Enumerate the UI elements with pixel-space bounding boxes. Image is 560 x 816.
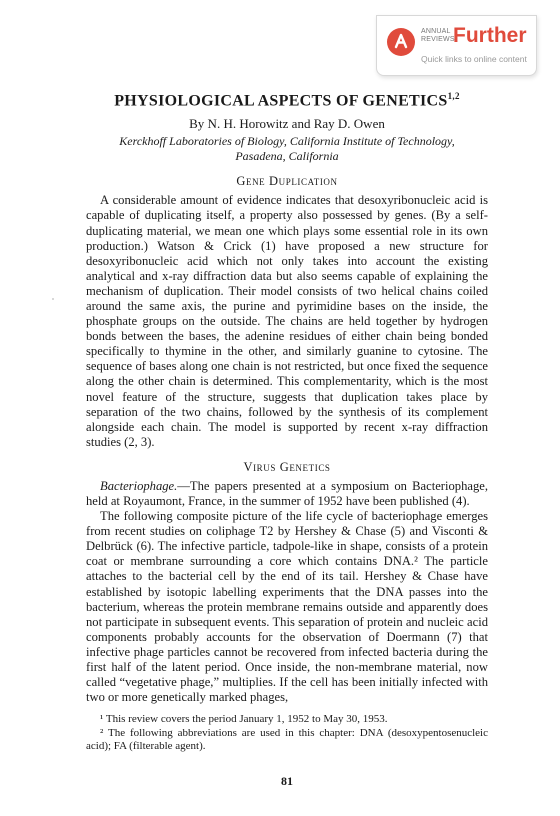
article-authors: By N. H. Horowitz and Ray D. Owen — [189, 116, 385, 132]
affiliation-line-2: Pasadena, California — [235, 149, 339, 164]
further-badge[interactable] — [376, 15, 537, 76]
annual-reviews-logo-icon — [387, 28, 415, 56]
annual-label: ANNUAL — [421, 28, 451, 35]
title-text: PHYSIOLOGICAL ASPECTS OF GENETICS — [114, 92, 448, 110]
footnotes — [86, 713, 488, 754]
scan-speck — [52, 298, 54, 300]
affiliation-line-1: Kerckhoff Laboratories of Biology, California Institute of Technology, — [119, 134, 455, 149]
further-label[interactable]: Further — [453, 24, 527, 47]
quick-links-text[interactable]: Quick links to online content — [421, 54, 527, 64]
article-page — [86, 86, 488, 789]
paragraph-gene-duplication: A considerable amount of evidence indicates that desoxyribonucleic acid is capable of duplicating itself, a property also possessed by genes. (By a self-duplicating material, we mean one which plays some essential role in its own production.) Watson & Crick (1) have proposed a new structure for desoxyribonucleic acid which not only takes into account the existing analytical and x-ray diffraction data but also seems capable of explaining the mechanism of duplication. Their model consists of two helical chains coiled around the same axis, the purine and pyrimidine bases on the inside, the phosphate groups on the outside. The chains are held together by hydrogen bonds between the bases, the adenine residues of either chain being bonded specifically to thymine in the other, and similarly guanine to cytosine. The sequence of bases along one chain is not restricted, but once fixed the sequence along the other chain is determined. This complementarity, which is the most novel feature of the structure, suggests that duplication takes place by separation of the two chains, followed by the synthesis of its complement alongside each chain. The model is supported by recent x-ray diffraction studies (2, 3). — [86, 193, 488, 449]
paragraph-phage-life-cycle: The following composite picture of the life cycle of bacteriophage emerges from recent studies on coliphage T2 by Hershey & Chase (5) and Visconti & Delbrück (6). The infective particle, tadpole-like in shape, consists of a protein coat or membrane surrounding a core which contains DNA.² The particle attaches to the bacterial cell by the end of its tail. Hershey & Chase have established by isotopic labelling experiments that the DNA passes into the bacterium, whereas the protein membrane remains outside and apparently does not participate in subsequent events. This separation of protein and nucleic acid components probably accounts for the observation of Doermann (7) that infective phage particles cannot be recovered from infected bacteria during the first half of the latent period. Once inside, the non-membrane material, now called “vegetative phage,” multiplies. If the cell has been initially infected with two or more genetically marked phages, — [86, 509, 488, 705]
section-heading-virus-genetics: Virus Genetics — [243, 459, 331, 474]
page-number: 81 — [281, 773, 293, 788]
footnote-2: ² The following abbreviations are used in this chapter: DNA (desoxypentosenucleic acid); FA (filterable agent). — [86, 726, 488, 753]
section-heading-gene-duplication: Gene Duplication — [236, 174, 338, 189]
subsection-heading-bacteriophage: Bacteriophage. — [100, 478, 178, 493]
title-footnote-marks: 1,2 — [447, 91, 460, 101]
paragraph-bacteriophage-intro — [86, 479, 488, 509]
annual-reviews-wordmark — [421, 28, 455, 44]
bacteriophage-intro-text: —The papers presented at a symposium on Bacteriophage, held at Royaumont, France, in the summer of 1952 have been published (4). — [86, 478, 488, 509]
article-affiliation — [86, 134, 488, 164]
article-title — [86, 86, 488, 111]
reviews-label: REVIEWS — [421, 36, 455, 43]
footnote-1: ¹ This review covers the period January 1, 1952 to May 30, 1953. — [100, 713, 388, 726]
